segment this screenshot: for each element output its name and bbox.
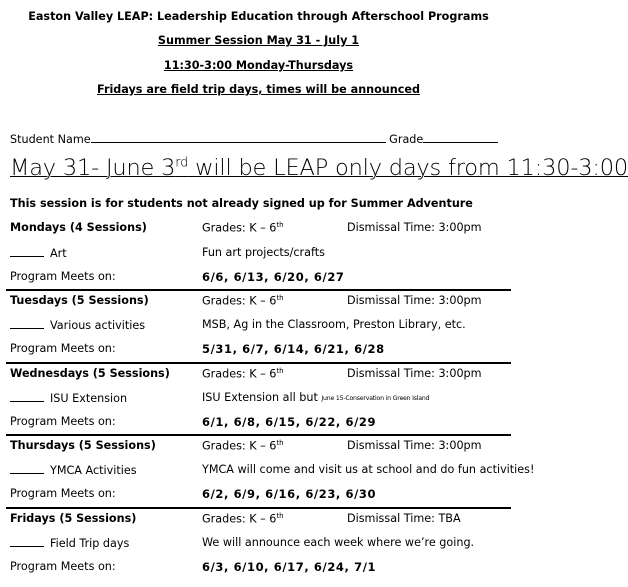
- grades-range: Grades: K – 6th: [202, 439, 284, 453]
- grade-label: Grade: [389, 133, 424, 146]
- meets-label: Program Meets on:: [10, 270, 116, 283]
- meeting-dates: 6/2, 6/9, 6/16, 6/23, 6/30: [202, 487, 377, 501]
- grades-range: Grades: K – 6th: [202, 512, 284, 526]
- dismissal-time: Dismissal Time: TBA: [347, 512, 461, 525]
- exception-note: June 15-Conservation in Green Island: [321, 395, 430, 402]
- dismissal-time: Dismissal Time: 3:00pm: [347, 367, 482, 380]
- activity-description: YMCA will come and visit us at school and do fun activities!: [202, 463, 535, 476]
- student-name-label: Student Name: [10, 133, 91, 146]
- grade-field[interactable]: [423, 132, 498, 143]
- meets-label: Program Meets on:: [10, 415, 116, 428]
- section-divider: [6, 289, 511, 291]
- day-heading: Tuesdays (5 Sessions): [10, 294, 149, 307]
- section-divider: [6, 434, 511, 436]
- dismissal-time: Dismissal Time: 3:00pm: [347, 439, 482, 452]
- activity-description: Fun art projects/crafts: [202, 246, 325, 259]
- day-heading: Thursdays (5 Sessions): [10, 439, 156, 452]
- activity-name: ISU Extension: [50, 392, 128, 405]
- grades-range: Grades: K – 6th: [202, 221, 284, 235]
- signup-blank[interactable]: [10, 536, 44, 547]
- signup-blank[interactable]: [10, 246, 44, 257]
- day-heading: Wednesdays (5 Sessions): [10, 367, 170, 380]
- activity-row: [10, 318, 145, 332]
- signup-blank[interactable]: [10, 391, 44, 402]
- day-heading: Mondays (4 Sessions): [10, 221, 147, 234]
- activity-row: [10, 536, 129, 550]
- student-name-field[interactable]: [91, 132, 386, 143]
- signup-blank[interactable]: [10, 318, 44, 329]
- signup-blank[interactable]: [10, 463, 44, 474]
- grades-range: Grades: K – 6th: [202, 294, 284, 308]
- meets-label: Program Meets on:: [10, 342, 116, 355]
- session-hours: 11:30-3:00 Monday-Thursdays: [163, 59, 354, 72]
- dismissal-time: Dismissal Time: 3:00pm: [347, 221, 482, 234]
- student-name-row: [10, 132, 498, 146]
- day-heading: Fridays (5 Sessions): [10, 512, 137, 525]
- activity-description: MSB, Ag in the Classroom, Preston Library, etc.: [202, 318, 466, 331]
- session-dates: Summer Session May 31 - July 1: [157, 34, 360, 47]
- section-divider: [6, 507, 511, 509]
- grades-range: Grades: K – 6th: [202, 367, 284, 381]
- leap-only-banner: May 31- June 3rd will be LEAP only days from 11:30-3:00: [10, 155, 628, 181]
- meeting-dates: 6/6, 6/13, 6/20, 6/27: [202, 270, 345, 284]
- dismissal-time: Dismissal Time: 3:00pm: [347, 294, 482, 307]
- activity-description: We will announce each week where we’re going.: [202, 536, 475, 549]
- meets-label: Program Meets on:: [10, 560, 116, 573]
- document-title: Easton Valley LEAP: Leadership Education through Afterschool Programs: [28, 10, 489, 23]
- activity-name: Art: [50, 247, 67, 260]
- activity-name: Various activities: [50, 319, 146, 332]
- activity-row: [10, 463, 137, 477]
- meets-label: Program Meets on:: [10, 487, 116, 500]
- section-divider: [6, 362, 511, 364]
- activity-description: ISU Extension all but June 15-Conservation in Green Island: [202, 391, 430, 404]
- fridays-note: Fridays are field trip days, times will be announced: [97, 83, 420, 96]
- meeting-dates: 5/31, 6/7, 6/14, 6/21, 6/28: [202, 342, 385, 356]
- eligibility-note: This session is for students not already signed up for Summer Adventure: [10, 197, 473, 210]
- meeting-dates: 6/1, 6/8, 6/15, 6/22, 6/29: [202, 415, 377, 429]
- activity-row: [10, 246, 67, 260]
- activity-name: Field Trip days: [50, 537, 130, 550]
- meeting-dates: 6/3, 6/10, 6/17, 6/24, 7/1: [202, 560, 377, 574]
- activity-name: YMCA Activities: [50, 464, 137, 477]
- activity-row: [10, 391, 127, 405]
